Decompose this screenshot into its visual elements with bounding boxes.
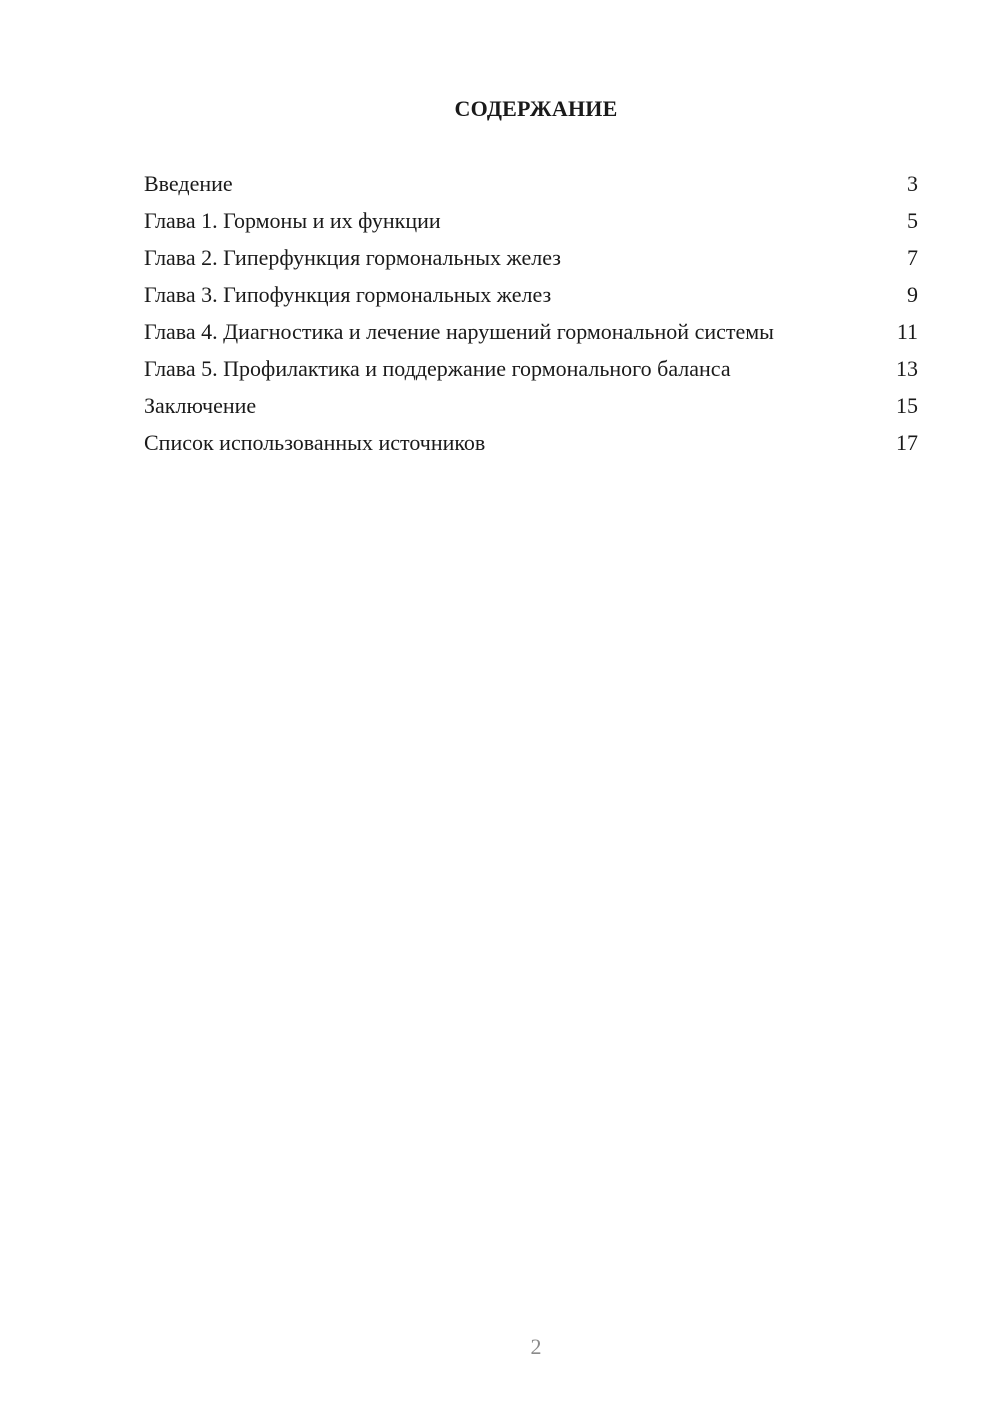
page-title: СОДЕРЖАНИЕ xyxy=(454,96,618,121)
toc-entry-page: 15 xyxy=(896,393,918,418)
toc-entry-label: Глава 4. Диагностика и лечение нарушений гормональной системы xyxy=(144,319,774,344)
toc-entry-page: 5 xyxy=(907,208,918,233)
toc-entry-label: Глава 2. Гиперфункция гормональных желез xyxy=(144,245,561,270)
toc-entry-label: Заключение xyxy=(144,393,257,418)
toc-entry-chapter-5 xyxy=(144,356,918,382)
page-number: 2 xyxy=(530,1334,542,1359)
toc-entry-chapter-1 xyxy=(144,208,918,234)
toc-entry-label: Глава 5. Профилактика и поддержание гормонального баланса xyxy=(144,356,731,381)
toc-entry-label: Список использованных источников xyxy=(144,430,486,455)
toc-entry-page: 17 xyxy=(896,430,918,455)
toc-entry-label: Введение xyxy=(144,171,233,196)
toc-entry-introduction xyxy=(144,171,918,197)
toc-entry-page: 11 xyxy=(896,319,918,344)
toc-entry-page: 9 xyxy=(907,282,918,307)
toc-entry-page: 13 xyxy=(896,356,918,381)
toc-entry-chapter-4 xyxy=(144,319,918,345)
toc-entry-chapter-3 xyxy=(144,282,918,308)
toc-entry-references xyxy=(144,430,918,456)
toc-entry-page: 7 xyxy=(907,245,918,270)
table-of-contents xyxy=(144,171,918,467)
toc-entry-chapter-2 xyxy=(144,245,918,271)
toc-entry-label: Глава 3. Гипофункция гормональных желез xyxy=(144,282,552,307)
toc-entry-conclusion xyxy=(144,393,918,419)
toc-entry-label: Глава 1. Гормоны и их функции xyxy=(144,208,441,233)
toc-entry-page: 3 xyxy=(907,171,918,196)
